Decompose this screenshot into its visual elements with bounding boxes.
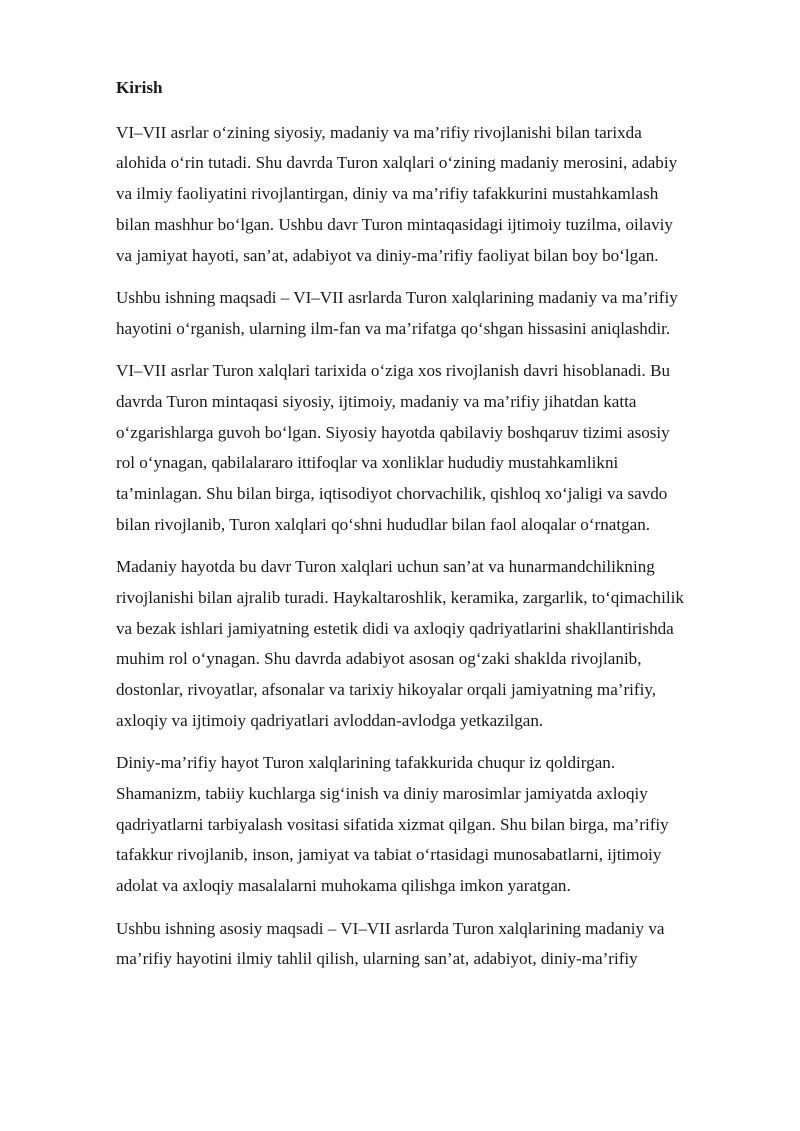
document-body (116, 73, 748, 987)
section-heading: Kirish (116, 78, 163, 97)
text-line: ta’minlagan. Shu bilan birga, iqtisodiyot chorvachilik, qishloq xo‘jaligi va savdo (116, 484, 668, 504)
text-line: rol o‘ynagan, qabilalararo ittifoqlar va xonliklar hududiy mustahkamlikni (116, 453, 619, 473)
text-line: Shamanizm, tabiiy kuchlarga sig‘inish va diniy marosimlar jamiyatda axloqiy (116, 783, 648, 803)
text-line: tafakkur rivojlanib, inson, jamiyat va tabiat o‘rtasidagi munosabatlarni, ijtimoiy (116, 845, 662, 865)
text-line: Madaniy hayotda bu davr Turon xalqlari uchun san’at va hunarmandchilikning (116, 557, 655, 577)
text-line: axloqiy va ijtimoiy qadriyatlari avloddan-avlodga yetkazilgan. (116, 710, 544, 730)
text-line: va ilmiy faoliyatini rivojlantirgan, diniy va ma’rifiy tafakkurini mustahkamlash (116, 184, 659, 204)
paragraph (116, 914, 748, 975)
text-line: va bezak ishlari jamiyatning estetik didi va axloqiy qadriyatlarini shakllantirishda (116, 618, 674, 638)
text-line: Ushbu ishning maqsadi – VI–VII asrlarda Turon xalqlarining madaniy va ma’rifiy (116, 288, 678, 308)
text-line: Diniy-ma’rifiy hayot Turon xalqlarining tafakkurida chuqur iz qoldirgan. (116, 753, 616, 773)
text-line: adolat va axloqiy masalalarni muhokama qilishga imkon yaratgan. (116, 876, 571, 896)
text-line: o‘zgarishlarga guvoh bo‘lgan. Siyosiy hayotda qabilaviy boshqaruv tizimi asosiy (116, 422, 670, 442)
text-line: ma’rifiy hayotini ilmiy tahlil qilish, ularning san’at, adabiyot, diniy-ma’rifiy (116, 949, 638, 969)
text-line: alohida o‘rin tutadi. Shu davrda Turon xalqlari o‘zining madaniy merosini, adabiy (116, 153, 678, 173)
paragraph (116, 356, 748, 540)
text-line: dostonlar, rivoyatlar, afsonalar va tarixiy hikoyalar orqali jamiyatning ma’rifiy, (116, 680, 657, 700)
text-line: rivojlanishi bilan ajralib turadi. Haykaltaroshlik, keramika, zargarlik, to‘qimachilik (116, 587, 684, 607)
text-line: qadriyatlarni tarbiyalash vositasi sifatida xizmat qilgan. Shu bilan birga, ma’rifiy (116, 814, 669, 834)
text-line: Ushbu ishning asosiy maqsadi – VI–VII asrlarda Turon xalqlarining madaniy va (116, 918, 665, 938)
paragraph (116, 283, 748, 344)
paragraph (116, 552, 748, 736)
text-line: va jamiyat hayoti, san’at, adabiyot va diniy-ma’rifiy faoliyat bilan boy bo‘lgan. (116, 245, 659, 265)
text-line: bilan mashhur bo‘lgan. Ushbu davr Turon mintaqasidagi ijtimoiy tuzilma, oilaviy (116, 214, 673, 234)
text-line: VI–VII asrlar o‘zining siyosiy, madaniy va ma’rifiy rivojlanishi bilan tarixda (116, 122, 642, 142)
text-line: VI–VII asrlar Turon xalqlari tarixida o‘ziga xos rivojlanish davri hisoblanadi. Bu (116, 361, 671, 381)
text-line: muhim rol o‘ynagan. Shu davrda adabiyot asosan og‘zaki shaklda rivojlanib, (116, 649, 642, 669)
text-line: hayotini o‘rganish, ularning ilm-fan va ma’rifatga qo‘shgan hissasini aniqlashdir. (116, 318, 671, 338)
text-line: bilan rivojlanib, Turon xalqlari qo‘shni hududlar bilan faol aloqalar o‘rnatgan. (116, 514, 651, 534)
text-line: davrda Turon mintaqasi siyosiy, ijtimoiy, madaniy va ma’rifiy jihatdan katta (116, 391, 637, 411)
paragraph (116, 748, 748, 902)
paragraph (116, 118, 748, 272)
